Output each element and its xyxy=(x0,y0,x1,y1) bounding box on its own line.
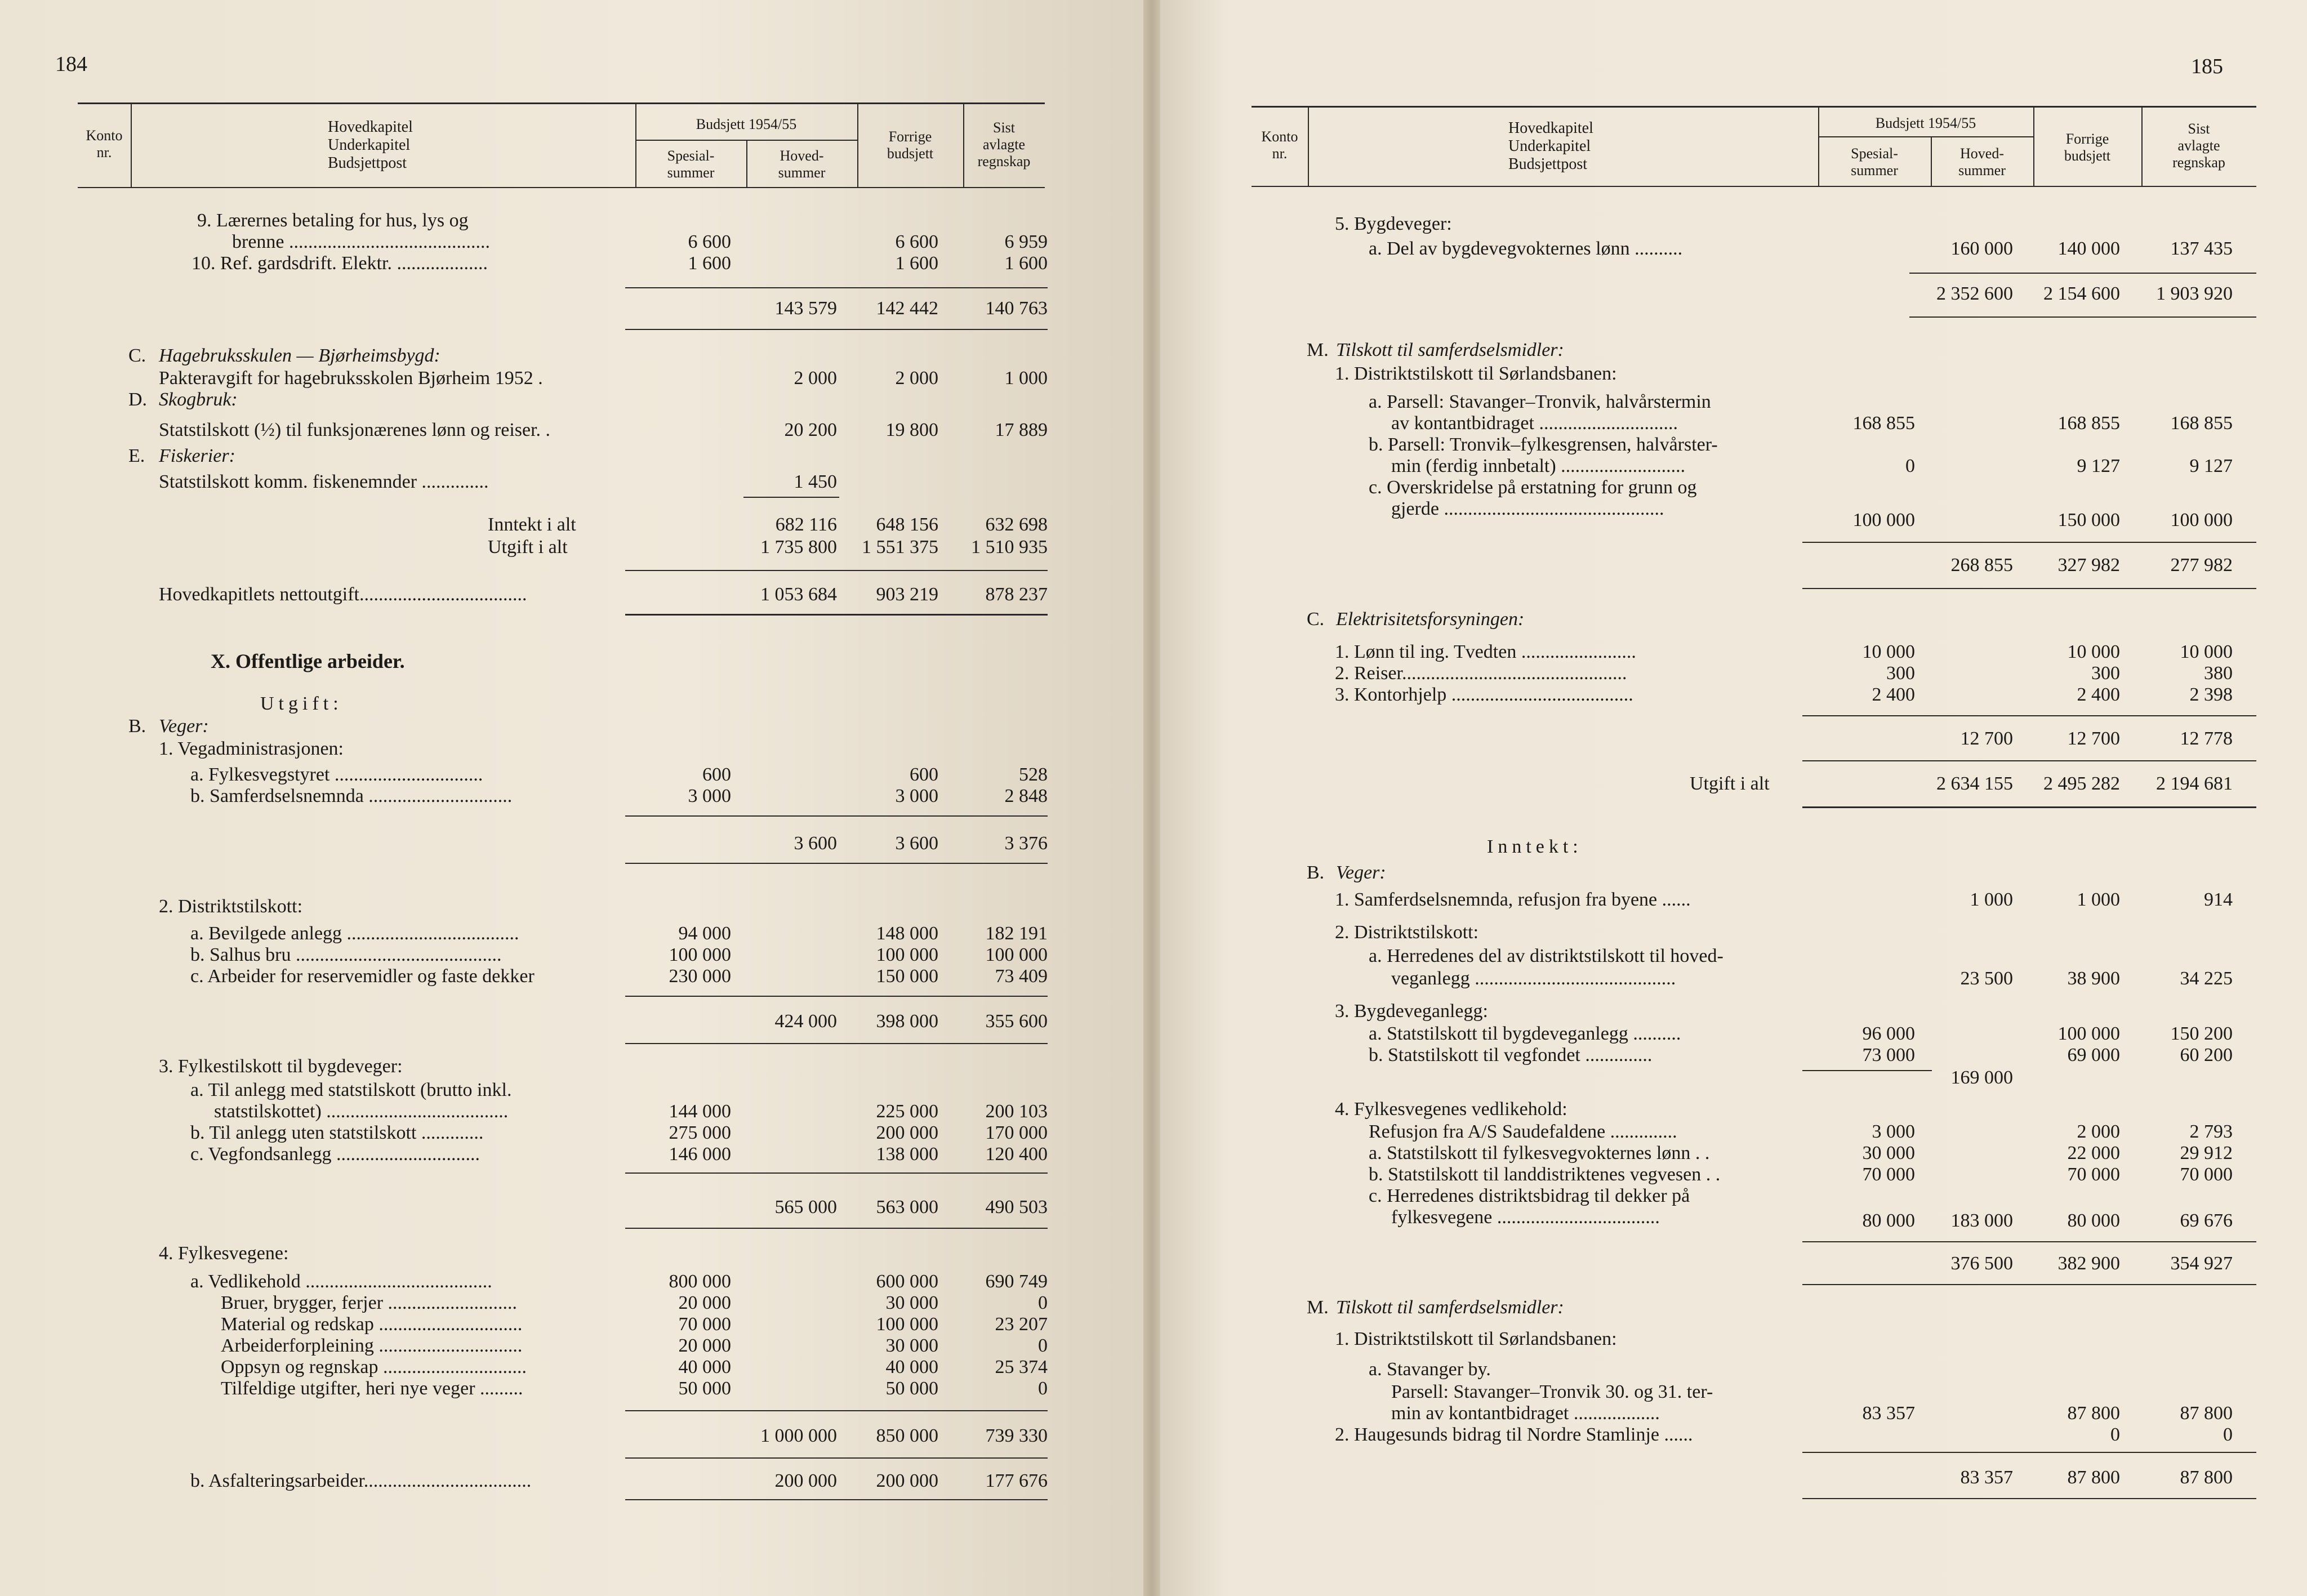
sist-value: 25 374 xyxy=(995,1357,1048,1377)
spesial-value: 6 600 xyxy=(688,231,731,252)
item-text: 1. Vegadministrasjonen: xyxy=(159,738,344,759)
total-label: Utgift i alt xyxy=(488,537,568,558)
item-text: b. Samferdselsnemnda .............................. xyxy=(190,786,513,806)
forrige-value: 648 156 xyxy=(876,514,938,535)
item-text: a. Fylkesvegstyret ............................... xyxy=(190,764,483,785)
total-label: Inntekt i alt xyxy=(488,514,576,535)
sist-value: 150 200 xyxy=(2170,1023,2233,1044)
sist-value: 29 912 xyxy=(2180,1143,2233,1163)
section-title: Skogbruk: xyxy=(159,389,238,410)
header-top-rule xyxy=(1252,106,2256,108)
forrige-value: 19 800 xyxy=(885,420,938,440)
item-text: b. Statstilskott til vegfondet .............. xyxy=(1369,1045,1653,1066)
item-text: b. Statstilskott til landdistriktenes vegvesen . . xyxy=(1369,1164,1721,1185)
forrige-value: 87 800 xyxy=(2067,1467,2120,1488)
hoved-value: 2 000 xyxy=(794,368,837,389)
forrige-value: 38 900 xyxy=(2067,968,2120,989)
forrige-value: 69 000 xyxy=(2067,1045,2120,1066)
item-text: min (ferdig innbetalt) .......................... xyxy=(1391,456,1686,476)
header-forrige: Forrige budsjett xyxy=(2064,131,2111,164)
header-hovedkapitel: Hovedkapitel Underkapitel Budsjettpost xyxy=(328,118,413,172)
header-sist: Sist avlagte regnskap xyxy=(2172,121,2225,171)
item-text: a. Herredenes del av distriktstilskott til hoved- xyxy=(1369,946,1723,966)
forrige-value: 2 000 xyxy=(2077,1121,2120,1142)
forrige-value: 903 219 xyxy=(876,584,938,605)
sist-value: 6 959 xyxy=(1004,231,1048,252)
item-text: b. Salhus bru ........................................... xyxy=(190,944,502,965)
forrige-value: 300 xyxy=(2091,663,2120,684)
forrige-value: 1 600 xyxy=(895,253,938,274)
item-text: statstilskottet) ...................................... xyxy=(214,1101,509,1122)
item-text: min av kontantbidraget .................. xyxy=(1391,1403,1660,1424)
hoved-value: 1 000 000 xyxy=(760,1425,837,1446)
hoved-value: 83 357 xyxy=(1960,1467,2013,1488)
hoved-value: 268 855 xyxy=(1950,555,2013,576)
forrige-value: 1 551 375 xyxy=(862,537,938,558)
item-text: 1. Lønn til ing. Tvedten ........................ xyxy=(1335,641,1636,662)
item-text: b. Asfalteringsarbeider................................... xyxy=(190,1470,532,1491)
forrige-value: 50 000 xyxy=(885,1378,938,1399)
sist-value: 878 237 xyxy=(985,584,1048,605)
spesial-value: 0 xyxy=(1905,456,1915,476)
sist-value: 277 982 xyxy=(2170,555,2233,576)
hoved-value: 2 352 600 xyxy=(1936,283,2013,304)
forrige-value: 168 855 xyxy=(2057,413,2120,434)
spesial-value: 100 000 xyxy=(669,944,731,965)
item-text: a. Stavanger by. xyxy=(1369,1359,1491,1380)
item-text: 3. Kontorhjelp ...................................... xyxy=(1335,684,1633,705)
section-title: Tilskott til samferdselsmidler: xyxy=(1336,340,1564,360)
forrige-value: 2 000 xyxy=(895,368,938,389)
item-text: Statstilskott komm. fiskenemnder .............. xyxy=(159,471,489,492)
forrige-value: 2 400 xyxy=(2077,684,2120,705)
right-page xyxy=(1160,0,2307,1596)
sist-value: 2 848 xyxy=(1004,786,1048,806)
sist-value: 182 191 xyxy=(985,923,1048,944)
item-text: veganlegg .......................................... xyxy=(1391,968,1676,989)
sist-value: 0 xyxy=(1038,1378,1048,1399)
sist-value: 100 000 xyxy=(2170,510,2233,530)
item-text: a. Statstilskott til bygdeveganlegg .......... xyxy=(1369,1023,1681,1044)
forrige-value: 327 982 xyxy=(2057,555,2120,576)
header-konto: Konto nr. xyxy=(86,127,123,161)
forrige-value: 600 xyxy=(910,764,938,785)
sist-value: 528 xyxy=(1019,764,1048,785)
item-text: 2. Haugesunds bidrag til Nordre Stamlinje ...... xyxy=(1335,1424,1693,1445)
sist-value: 177 676 xyxy=(985,1470,1048,1491)
spesial-value: 80 000 xyxy=(1862,1210,1915,1231)
item-text: 9. Lærernes betaling for hus, lys og xyxy=(197,210,469,231)
sist-value: 69 676 xyxy=(2180,1210,2233,1231)
sist-value: 354 927 xyxy=(2170,1253,2233,1274)
spesial-value: 146 000 xyxy=(669,1144,731,1165)
section-label: C. xyxy=(128,345,146,366)
item-text: fylkesvegene .................................. xyxy=(1391,1207,1660,1228)
spesial-value: 3 000 xyxy=(688,786,731,806)
header-spesial: Spesial- summer xyxy=(1851,145,1898,179)
forrige-value: 10 000 xyxy=(2067,641,2120,662)
spesial-value: 70 000 xyxy=(678,1314,731,1335)
sist-value: 380 xyxy=(2204,663,2233,684)
item-text: 2. Distriktstilskott: xyxy=(159,896,303,917)
spesial-value: 30 000 xyxy=(1862,1143,1915,1163)
sist-value: 0 xyxy=(1038,1335,1048,1356)
sist-value: 914 xyxy=(2204,889,2233,910)
item-text: 5. Bygdeveger: xyxy=(1335,213,1452,234)
forrige-value: 70 000 xyxy=(2067,1164,2120,1185)
sist-value: 490 503 xyxy=(985,1197,1048,1218)
sist-value: 137 435 xyxy=(2170,238,2233,259)
page-number: 185 xyxy=(2191,55,2223,78)
section-label: M. xyxy=(1307,1297,1329,1318)
spesial-value: 230 000 xyxy=(669,966,731,987)
sist-value: 34 225 xyxy=(2180,968,2233,989)
hoved-value: 565 000 xyxy=(774,1197,837,1218)
hoved-value: 1 735 800 xyxy=(760,537,837,558)
item-text: gjerde .............................................. xyxy=(1391,498,1664,519)
hoved-value: 1 450 xyxy=(794,471,837,492)
sist-value: 168 855 xyxy=(2170,413,2233,434)
sist-value: 60 200 xyxy=(2180,1045,2233,1066)
header-forrige: Forrige budsjett xyxy=(887,128,934,162)
sist-value: 1 600 xyxy=(1004,253,1048,274)
header-bottom-rule xyxy=(1252,186,2256,187)
forrige-value: 142 442 xyxy=(876,298,938,319)
forrige-value: 22 000 xyxy=(2067,1143,2120,1163)
spesial-value: 96 000 xyxy=(1862,1023,1915,1044)
spesial-value: 300 xyxy=(1886,663,1915,684)
sist-value: 100 000 xyxy=(985,944,1048,965)
forrige-value: 563 000 xyxy=(876,1197,938,1218)
forrige-value: 150 000 xyxy=(2057,510,2120,530)
item-text: Material og redskap .............................. xyxy=(221,1314,523,1335)
sist-value: 1 510 935 xyxy=(971,537,1048,558)
sist-value: 73 409 xyxy=(995,966,1048,987)
item-text: Oppsyn og regnskap .............................. xyxy=(221,1357,527,1377)
spesial-value: 100 000 xyxy=(1852,510,1915,530)
sist-value: 355 600 xyxy=(985,1011,1048,1032)
item-text: a. Til anlegg med statstilskott (brutto inkl. xyxy=(190,1080,512,1100)
section-title: Elektrisitetsforsyningen: xyxy=(1336,609,1525,630)
hoved-value: 20 200 xyxy=(784,420,837,440)
forrige-value: 140 000 xyxy=(2057,238,2120,259)
item-text: a. Bevilgede anlegg .................................... xyxy=(190,923,519,944)
hoved-value: 3 600 xyxy=(794,833,837,854)
spesial-value: 94 000 xyxy=(678,923,731,944)
hoved-value: 23 500 xyxy=(1960,968,2013,989)
forrige-value: 3 600 xyxy=(895,833,938,854)
header-top-rule xyxy=(78,102,1045,104)
forrige-value: 80 000 xyxy=(2067,1210,2120,1231)
hoved-value: 1 053 684 xyxy=(760,584,837,605)
spesial-value: 73 000 xyxy=(1862,1045,1915,1066)
left-page xyxy=(0,0,1143,1596)
sist-value: 690 749 xyxy=(985,1271,1048,1292)
item-text: c. Arbeider for reservemidler og faste dekker xyxy=(190,966,535,987)
forrige-value: 100 000 xyxy=(876,944,938,965)
spesial-value: 600 xyxy=(702,764,731,785)
section-title: Veger: xyxy=(1336,862,1386,883)
item-text: 4. Fylkesvegenes vedlikehold: xyxy=(1335,1099,1567,1120)
forrige-value: 30 000 xyxy=(885,1335,938,1356)
forrige-value: 40 000 xyxy=(885,1357,938,1377)
item-text: a. Parsell: Stavanger–Tronvik, halvårstermin xyxy=(1369,391,1711,412)
sist-value: 0 xyxy=(1038,1292,1048,1313)
sist-value: 87 800 xyxy=(2180,1467,2233,1488)
sist-value: 23 207 xyxy=(995,1314,1048,1335)
sist-value: 120 400 xyxy=(985,1144,1048,1165)
sist-value: 0 xyxy=(2223,1424,2233,1445)
header-sist: Sist avlagte regnskap xyxy=(977,119,1031,170)
item-text: b. Parsell: Tronvik–fylkesgrensen, halvårster- xyxy=(1369,434,1718,455)
forrige-value: 100 000 xyxy=(2057,1023,2120,1044)
item-text: Tilfeldige utgifter, heri nye veger ......... xyxy=(221,1378,523,1399)
item-text: 2. Reiser............................................... xyxy=(1335,663,1627,684)
header-budsjett: Budsjett 1954/55 xyxy=(696,116,797,132)
spesial-value: 70 000 xyxy=(1862,1164,1915,1185)
hoved-value: 143 579 xyxy=(774,298,837,319)
forrige-value: 6 600 xyxy=(895,231,938,252)
item-text: a. Statstilskott til fylkesvegvokternes lønn . . xyxy=(1369,1143,1710,1163)
sist-value: 87 800 xyxy=(2180,1403,2233,1424)
item-text: brenne .......................................... xyxy=(232,231,491,252)
spesial-value: 168 855 xyxy=(1852,413,1915,434)
forrige-value: 3 000 xyxy=(895,786,938,806)
spesial-value: 1 600 xyxy=(688,253,731,274)
spesial-value: 20 000 xyxy=(678,1335,731,1356)
sub-heading: Inntekt: xyxy=(1487,836,1583,857)
hoved-value: 183 000 xyxy=(1950,1210,2013,1231)
header-konto: Konto nr. xyxy=(1261,128,1298,162)
spesial-value: 20 000 xyxy=(678,1292,731,1313)
total-label: Hovedkapitlets nettoutgift................................... xyxy=(159,584,527,605)
sist-value: 17 889 xyxy=(995,420,1048,440)
item-text: 3. Fylkestilskott til bygdeveger: xyxy=(159,1056,403,1077)
hoved-value: 424 000 xyxy=(774,1011,837,1032)
section-title: Hagebruksskulen — Bjørheimsbygd: xyxy=(159,345,440,366)
sist-value: 9 127 xyxy=(2189,456,2233,476)
header-spesial: Spesial- summer xyxy=(667,148,715,181)
forrige-value: 600 000 xyxy=(876,1271,938,1292)
sist-value: 2 194 681 xyxy=(2156,773,2233,794)
forrige-value: 398 000 xyxy=(876,1011,938,1032)
forrige-value: 382 900 xyxy=(2057,1253,2120,1274)
item-text: 1. Samferdselsnemnda, refusjon fra byene ...... xyxy=(1335,889,1691,910)
sist-value: 1 000 xyxy=(1004,368,1048,389)
section-label: M. xyxy=(1307,340,1329,360)
item-text: Parsell: Stavanger–Tronvik 30. og 31. ter- xyxy=(1391,1381,1713,1402)
spesial-value: 3 000 xyxy=(1872,1121,1915,1142)
spesial-value: 144 000 xyxy=(669,1101,731,1122)
item-text: Pakteravgift for hagebruksskolen Bjørheim 1952 . xyxy=(159,368,543,389)
section-label: B. xyxy=(1307,862,1325,883)
forrige-value: 148 000 xyxy=(876,923,938,944)
forrige-value: 9 127 xyxy=(2077,456,2120,476)
item-text: 4. Fylkesvegene: xyxy=(159,1243,289,1264)
item-text: 10. Ref. gardsdrift. Elektr. ................... xyxy=(191,253,488,274)
header-budsjett: Budsjett 1954/55 xyxy=(1875,115,1976,131)
spesial-value: 50 000 xyxy=(678,1378,731,1399)
hoved-value: 682 116 xyxy=(775,514,837,535)
sist-value: 140 763 xyxy=(985,298,1048,319)
hoved-value: 2 634 155 xyxy=(1936,773,2013,794)
hoved-value: 160 000 xyxy=(1950,238,2013,259)
forrige-value: 1 000 xyxy=(2077,889,2120,910)
sist-value: 170 000 xyxy=(985,1122,1048,1143)
item-text: b. Til anlegg uten statstilskott ............. xyxy=(190,1122,484,1143)
item-text: a. Del av bygdevegvokternes lønn .......... xyxy=(1369,238,1683,259)
sist-value: 2 398 xyxy=(2189,684,2233,705)
forrige-value: 87 800 xyxy=(2067,1403,2120,1424)
spesial-value: 275 000 xyxy=(669,1122,731,1143)
item-text: c. Overskridelse på erstatning for grunn og xyxy=(1369,477,1697,498)
forrige-value: 200 000 xyxy=(876,1470,938,1491)
header-hovedkapitel: Hovedkapitel Underkapitel Budsjettpost xyxy=(1508,119,1593,173)
header-hoved: Hoved- summer xyxy=(1958,145,2006,179)
forrige-value: 2 495 282 xyxy=(2043,773,2120,794)
forrige-value: 200 000 xyxy=(876,1122,938,1143)
hoved-value: 200 000 xyxy=(774,1470,837,1491)
item-text: Statstilskott (½) til funksjonærenes lønn og reiser. . xyxy=(159,420,551,440)
sub-heading: Utgift: xyxy=(260,693,343,714)
sist-value: 2 793 xyxy=(2189,1121,2233,1142)
item-text: 3. Bygdeveganlegg: xyxy=(1335,1001,1488,1022)
item-text: c. Vegfondsanlegg .............................. xyxy=(190,1144,480,1165)
spesial-value: 10 000 xyxy=(1862,641,1915,662)
sist-value: 200 103 xyxy=(985,1101,1048,1122)
forrige-value: 138 000 xyxy=(876,1144,938,1165)
item-text: 2. Distriktstilskott: xyxy=(1335,922,1479,943)
book-gutter xyxy=(1143,0,1160,1596)
item-text: Refusjon fra A/S Saudefaldene .............. xyxy=(1369,1121,1677,1142)
section-label: B. xyxy=(128,716,146,737)
hoved-value: 169 000 xyxy=(1950,1067,2013,1088)
header-hoved: Hoved- summer xyxy=(778,148,826,181)
item-text: 1. Distriktstilskott til Sørlandsbanen: xyxy=(1335,363,1617,384)
forrige-value: 150 000 xyxy=(876,966,938,987)
item-text: a. Vedlikehold ....................................... xyxy=(190,1271,492,1292)
section-title: Fiskerier: xyxy=(159,445,235,466)
sist-value: 632 698 xyxy=(985,514,1048,535)
section-title: Veger: xyxy=(159,716,209,737)
header-bottom-rule xyxy=(78,187,1045,188)
hoved-value: 376 500 xyxy=(1950,1253,2013,1274)
spesial-value: 800 000 xyxy=(669,1271,731,1292)
forrige-value: 225 000 xyxy=(876,1101,938,1122)
page-number: 184 xyxy=(55,52,87,76)
section-title: Tilskott til samferdselsmidler: xyxy=(1336,1297,1564,1318)
spesial-value: 40 000 xyxy=(678,1357,731,1377)
item-text: Bruer, brygger, ferjer ........................... xyxy=(221,1292,518,1313)
sist-value: 70 000 xyxy=(2180,1164,2233,1185)
forrige-value: 0 xyxy=(2110,1424,2120,1445)
forrige-value: 100 000 xyxy=(876,1314,938,1335)
spesial-value: 83 357 xyxy=(1862,1403,1915,1424)
section-label: D. xyxy=(128,389,148,410)
hoved-value: 12 700 xyxy=(1960,728,2013,749)
section-label: E. xyxy=(128,445,145,466)
sist-value: 1 903 920 xyxy=(2156,283,2233,304)
forrige-value: 2 154 600 xyxy=(2043,283,2120,304)
total-label: Utgift i alt xyxy=(1690,773,1770,794)
item-text: c. Herredenes distriktsbidrag til dekker på xyxy=(1369,1185,1690,1206)
section-label: C. xyxy=(1307,609,1325,630)
item-text: av kontantbidraget ............................. xyxy=(1391,413,1678,434)
spesial-value: 2 400 xyxy=(1872,684,1915,705)
sist-value: 739 330 xyxy=(985,1425,1048,1446)
sist-value: 12 778 xyxy=(2180,728,2233,749)
item-text: Arbeiderforpleining .............................. xyxy=(221,1335,523,1356)
chapter-title: X. Offentlige arbeider. xyxy=(211,650,405,672)
forrige-value: 850 000 xyxy=(876,1425,938,1446)
forrige-value: 12 700 xyxy=(2067,728,2120,749)
sist-value: 3 376 xyxy=(1004,833,1048,854)
forrige-value: 30 000 xyxy=(885,1292,938,1313)
item-text: 1. Distriktstilskott til Sørlandsbanen: xyxy=(1335,1328,1617,1349)
sist-value: 10 000 xyxy=(2180,641,2233,662)
hoved-value: 1 000 xyxy=(1970,889,2013,910)
